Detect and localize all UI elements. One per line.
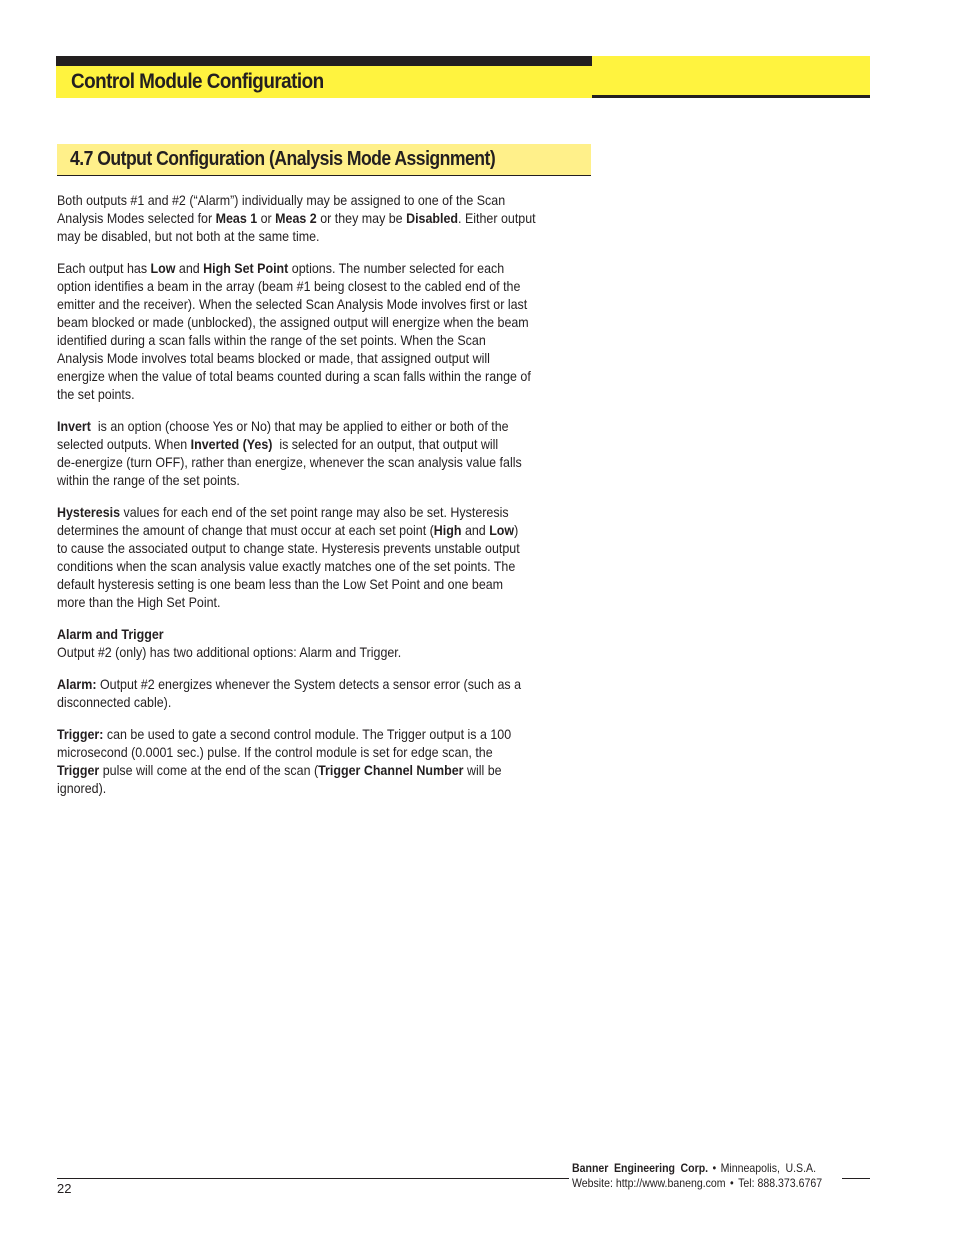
text: can be used to gate a second control module. The Trigger output is a 100 (103, 726, 512, 742)
subheading-alarm-trigger: Alarm and Trigger (57, 626, 164, 642)
term-hysteresis: Hysteresis (57, 504, 121, 520)
term-trigger: Trigger (57, 762, 100, 778)
footer-tel: Tel: 888.373.6767 (738, 1176, 823, 1190)
term-invert: Invert (57, 418, 91, 434)
term-disabled: Disabled (406, 210, 459, 226)
text: default hysteresis setting is one beam less than the Low Set Point and one beam (57, 576, 504, 592)
text: emitter and the receiver). When the selected Scan Analysis Mode involves first or last (57, 296, 528, 312)
footer-contact-line (572, 1176, 822, 1190)
paragraph-alarm (57, 675, 591, 711)
text: de-energize (turn OFF), rather than energize, whenever the scan analysis value falls (57, 454, 522, 470)
text: will be (463, 762, 502, 778)
text: Both outputs #1 and #2 (“Alarm”) individually may be assigned to one of the Scan (57, 192, 506, 208)
footer-website: Website: http://www.baneng.com (572, 1176, 726, 1190)
text: Analysis Mode involves total beams blocked or made, that assigned output will (57, 350, 490, 366)
text: ignored). (57, 780, 107, 796)
text: pulse will come at the end of the scan ( (99, 762, 319, 778)
text: determines the amount of change that must occur at each set point ( (57, 522, 434, 538)
text: is an option (choose Yes or No) that may be applied to either or both of the (90, 418, 509, 434)
header-yellow-tab (592, 56, 870, 96)
text: within the range of the set points. (57, 472, 240, 488)
term-low: Low (150, 260, 176, 276)
text: values for each end of the set point range may also be set. Hysteresis (120, 504, 509, 520)
text: may be disabled, but not both at the same time. (57, 228, 320, 244)
text: to cause the associated output to change state. Hysteresis prevents unstable output (57, 540, 520, 556)
footer-company: Banner Engineering Corp. (572, 1161, 709, 1175)
term-low: Low (489, 522, 515, 538)
term-alarm: Alarm: (57, 676, 97, 692)
footer-city: Minneapolis, U.S.A. (720, 1161, 817, 1175)
text: conditions when the scan analysis value exactly matches one of the set points. The (57, 558, 516, 574)
text: ) (514, 522, 519, 538)
text: identified during a scan falls within the range of the set points. When the Scan (57, 332, 486, 348)
header-black-bar (56, 56, 592, 66)
term-high-set-point: High Set Point (203, 260, 289, 276)
text: or (257, 210, 276, 226)
paragraph-trigger (57, 725, 591, 797)
bullet-separator: • (712, 1161, 717, 1175)
text: and (461, 522, 490, 538)
term-trigger: Trigger: (57, 726, 104, 742)
bullet-separator: • (730, 1176, 734, 1190)
page-header-title: Control Module Configuration (71, 70, 324, 93)
footer-company-line (572, 1161, 816, 1175)
text: Each output has (57, 260, 151, 276)
text: selected outputs. When (57, 436, 191, 452)
text: microsecond (0.0001 sec.) pulse. If the control module is set for edge scan, the (57, 744, 493, 760)
text: Output #2 energizes whenever the System detects a sensor error (such as a (96, 676, 522, 692)
text: option identifies a beam in the array (beam #1 being closest to the cabled end of the (57, 278, 521, 294)
term-meas1: Meas 1 (215, 210, 258, 226)
text: . Either output (458, 210, 536, 226)
section-title: 4.7 Output Configuration (Analysis Mode Assignment) (70, 148, 496, 170)
text: or they may be (316, 210, 407, 226)
header-rule (592, 95, 870, 98)
text: disconnected cable). (57, 694, 172, 710)
paragraph-hysteresis (57, 503, 591, 611)
text: more than the High Set Point. (57, 594, 221, 610)
text: options. The number selected for each (288, 260, 505, 276)
term-meas2: Meas 2 (275, 210, 317, 226)
paragraph-invert (57, 417, 591, 489)
text: beam blocked or made (unblocked), the assigned output will energize when the beam (57, 314, 529, 330)
text: Output #2 (only) has two additional options: Alarm and Trigger. (57, 644, 402, 660)
paragraph-alarm-trigger (57, 625, 591, 661)
term-trigger-channel-number: Trigger Channel Number (318, 762, 464, 778)
footer-rule-right (842, 1178, 870, 1179)
text: Analysis Modes selected for (57, 210, 216, 226)
text: and (175, 260, 204, 276)
body-content (57, 191, 591, 811)
footer-rule (57, 1178, 569, 1179)
paragraph-set-points (57, 259, 591, 403)
text: the set points. (57, 386, 135, 402)
paragraph-outputs (57, 191, 591, 245)
page-number: 22 (57, 1181, 72, 1196)
term-inverted-yes: Inverted (Yes) (190, 436, 273, 452)
term-high: High (433, 522, 462, 538)
text: is selected for an output, that output will (272, 436, 499, 452)
text: energize when the value of total beams counted during a scan falls within the range of (57, 368, 531, 384)
